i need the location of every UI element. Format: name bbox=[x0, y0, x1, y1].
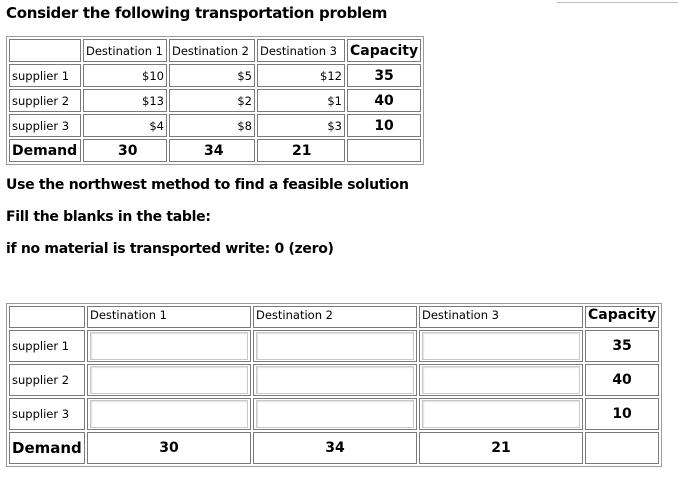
cost-cell: $10 bbox=[83, 64, 167, 87]
cost-cell: $5 bbox=[169, 64, 255, 87]
demand-cell: 30 bbox=[87, 432, 251, 464]
answer-cell bbox=[419, 330, 583, 362]
answer-input-s1-d2[interactable] bbox=[256, 332, 414, 360]
row-label-supplier-3: supplier 3 bbox=[9, 398, 85, 430]
table-row bbox=[9, 114, 421, 137]
row-label-supplier-2: supplier 2 bbox=[9, 364, 85, 396]
empty-cell bbox=[585, 432, 659, 464]
answer-cell bbox=[419, 364, 583, 396]
demand-cell: 34 bbox=[253, 432, 417, 464]
cost-cell: $3 bbox=[257, 114, 345, 137]
table-row bbox=[9, 398, 659, 430]
answer-table bbox=[6, 303, 662, 467]
cost-cell: $4 bbox=[83, 114, 167, 137]
instruction-method: Use the northwest method to find a feasible solution bbox=[6, 177, 409, 193]
answer-input-s1-d1[interactable] bbox=[90, 332, 248, 360]
cost-cell: $12 bbox=[257, 64, 345, 87]
header-destination-3: Destination 3 bbox=[419, 306, 583, 328]
row-label-supplier-3: supplier 3 bbox=[9, 114, 81, 137]
header-capacity: Capacity bbox=[585, 306, 659, 328]
table-row bbox=[9, 89, 421, 112]
capacity-cell: 35 bbox=[347, 64, 421, 87]
cost-table bbox=[6, 36, 424, 165]
answer-cell bbox=[87, 330, 251, 362]
table-row bbox=[9, 330, 659, 362]
header-capacity: Capacity bbox=[347, 39, 421, 62]
instruction-fill: Fill the blanks in the table: bbox=[6, 209, 211, 225]
row-label-supplier-1: supplier 1 bbox=[9, 330, 85, 362]
answer-input-s3-d3[interactable] bbox=[422, 400, 580, 428]
answer-cell bbox=[253, 398, 417, 430]
answer-input-s2-d2[interactable] bbox=[256, 366, 414, 394]
demand-cell: 21 bbox=[257, 139, 345, 162]
capacity-cell: 40 bbox=[585, 364, 659, 396]
row-label-supplier-1: supplier 1 bbox=[9, 64, 81, 87]
table-header-row bbox=[9, 39, 421, 62]
capacity-cell: 40 bbox=[347, 89, 421, 112]
capacity-cell: 35 bbox=[585, 330, 659, 362]
row-label-supplier-2: supplier 2 bbox=[9, 89, 81, 112]
top-divider bbox=[557, 0, 678, 3]
demand-row bbox=[9, 432, 659, 464]
header-destination-3: Destination 3 bbox=[257, 39, 345, 62]
capacity-cell: 10 bbox=[347, 114, 421, 137]
answer-cell bbox=[253, 330, 417, 362]
capacity-cell: 10 bbox=[585, 398, 659, 430]
demand-label: Demand bbox=[9, 139, 81, 162]
answer-cell bbox=[87, 364, 251, 396]
header-destination-1: Destination 1 bbox=[83, 39, 167, 62]
empty-cell bbox=[347, 139, 421, 162]
header-destination-2: Destination 2 bbox=[253, 306, 417, 328]
demand-cell: 34 bbox=[169, 139, 255, 162]
cost-cell: $13 bbox=[83, 89, 167, 112]
corner-cell bbox=[9, 306, 85, 328]
answer-input-s3-d1[interactable] bbox=[90, 400, 248, 428]
answer-input-s3-d2[interactable] bbox=[256, 400, 414, 428]
answer-input-s1-d3[interactable] bbox=[422, 332, 580, 360]
cost-cell: $8 bbox=[169, 114, 255, 137]
cost-cell: $2 bbox=[169, 89, 255, 112]
table-row bbox=[9, 364, 659, 396]
header-destination-2: Destination 2 bbox=[169, 39, 255, 62]
demand-cell: 21 bbox=[419, 432, 583, 464]
demand-cell: 30 bbox=[83, 139, 167, 162]
table-header-row bbox=[9, 306, 659, 328]
demand-label: Demand bbox=[9, 432, 85, 464]
answer-cell bbox=[253, 364, 417, 396]
answer-input-s2-d1[interactable] bbox=[90, 366, 248, 394]
header-destination-1: Destination 1 bbox=[87, 306, 251, 328]
answer-cell bbox=[419, 398, 583, 430]
answer-cell bbox=[87, 398, 251, 430]
instruction-zero: if no material is transported write: 0 (zero) bbox=[6, 241, 334, 257]
demand-row bbox=[9, 139, 421, 162]
table-row bbox=[9, 64, 421, 87]
cost-cell: $1 bbox=[257, 89, 345, 112]
corner-cell bbox=[9, 39, 81, 62]
answer-input-s2-d3[interactable] bbox=[422, 366, 580, 394]
problem-heading: Consider the following transportation problem bbox=[6, 4, 388, 22]
